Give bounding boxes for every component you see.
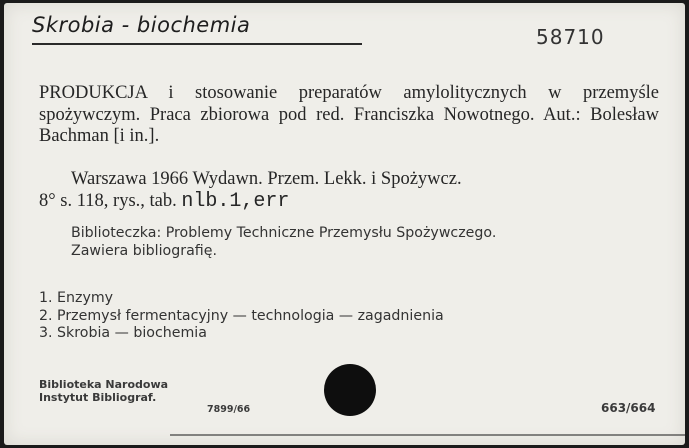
institute-name: Instytut Bibliograf. xyxy=(39,391,157,404)
drawer-edge-line xyxy=(170,434,685,436)
subject-item: 3. Skrobia — biochemia xyxy=(39,325,207,341)
imprint-line-1: Warszawa 1966 Wydawn. Przem. Lekk. i Spożywcz. xyxy=(71,169,462,189)
subject-list xyxy=(39,290,639,343)
bibliography-note: Zawiera bibliografię. xyxy=(71,243,217,259)
punch-hole xyxy=(324,364,376,416)
bibliographic-entry: PRODUKCJA i stosowanie preparatów amylolitycznych w przemyśle spożywczym. Praca zbiorowa pod red. Franciszka Nowotnego. Aut.: Bolesław Bachman [i in.]. xyxy=(39,83,659,146)
series-note xyxy=(39,224,659,260)
typed-annotation: nlb.1,err xyxy=(181,189,290,213)
imprint-line-2 xyxy=(39,191,659,213)
physical-description: 8° s. 118, rys., tab. xyxy=(39,190,177,211)
catalog-card xyxy=(4,3,685,445)
subject-item: 2. Przemysł fermentacyjny — technologia — zagadnienia xyxy=(39,307,444,324)
subject-item: 1. Enzymy xyxy=(39,290,114,306)
card-count: 663/664 xyxy=(601,401,656,415)
record-number: 7899/66 xyxy=(207,404,251,415)
heading-underline xyxy=(32,43,362,45)
library-stamp xyxy=(39,378,168,404)
imprint xyxy=(39,169,659,212)
subject-heading: Skrobia - biochemia xyxy=(32,13,251,37)
series-title: Biblioteczka: Problemy Techniczne Przemysłu Spożywczego. xyxy=(71,225,497,241)
catalog-number: 58710 xyxy=(536,25,605,49)
library-name: Biblioteka Narodowa xyxy=(39,378,169,391)
